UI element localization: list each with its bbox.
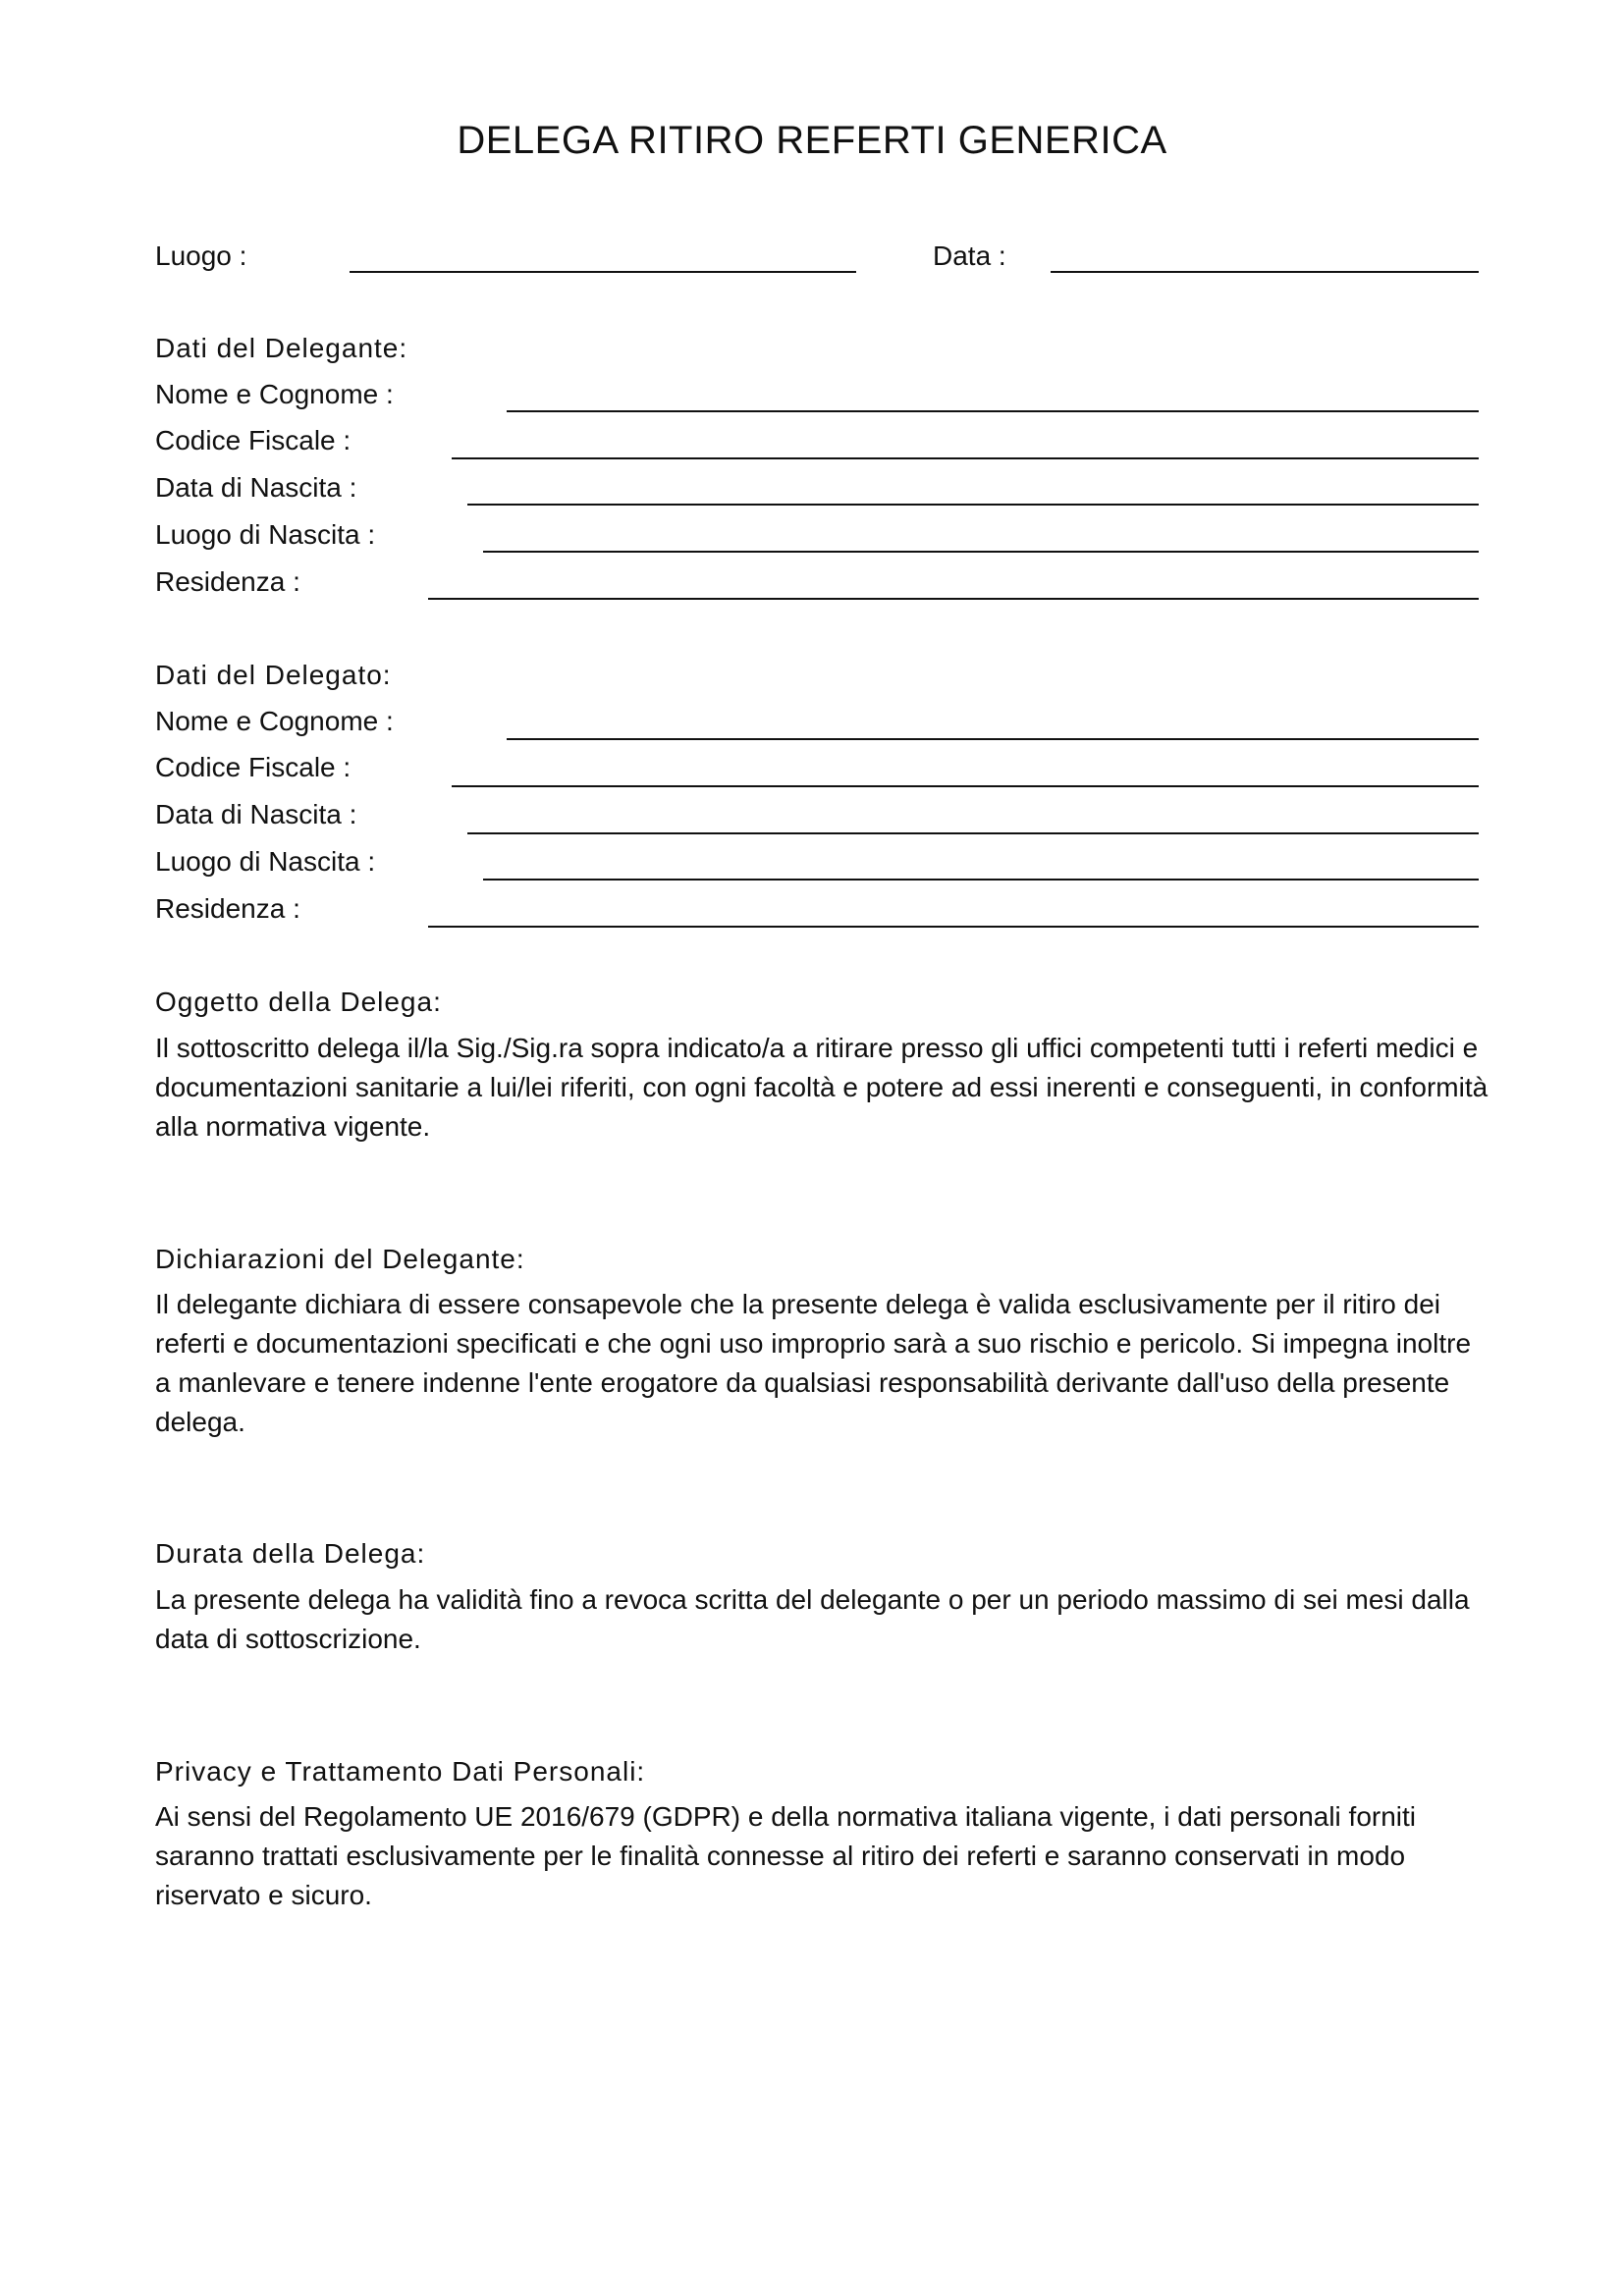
data-field-line[interactable]	[1051, 271, 1479, 273]
privacy-heading: Privacy e Trattamento Dati Personali:	[155, 1756, 646, 1787]
oggetto-text: Il sottoscritto delega il/la Sig./Sig.ra sopra indicato/a a ritirare presso gli uffici competenti tutti i referti medici e documentazioni sanitarie a lui/lei riferiti, con ogni facoltà e potere ad essi inerenti e conseguenti, in conformità alla normativa vigente.	[155, 1033, 1489, 1142]
luogo-field-line[interactable]	[350, 271, 856, 273]
durata-heading: Durata della Delega:	[155, 1538, 426, 1569]
delegato-data-nascita-line[interactable]	[467, 832, 1479, 834]
durata-text: La presente delega ha validità fino a revoca scritta del delegante o per un periodo massimo di sei mesi dalla data di sottoscrizione.	[155, 1584, 1470, 1654]
dichiarazioni-heading: Dichiarazioni del Delegante:	[155, 1244, 525, 1274]
dichiarazioni-text: Il delegante dichiara di essere consapevole che la presente delega è valida esclusivamente per il ritiro dei referti e documentazioni specificati e che ogni uso improprio sarà a suo rischio e pericolo. Si impegna inoltre a manlevare e tenere indenne l'ente erogatore da qualsiasi responsabilità derivante dall'uso della presente delega.	[155, 1289, 1472, 1437]
delegante-cf-label: Codice Fiscale :	[155, 425, 352, 455]
luogo-label: Luogo :	[155, 240, 247, 271]
delegato-cf-line[interactable]	[452, 785, 1479, 787]
document-title: DELEGA RITIRO REFERTI GENERICA	[457, 119, 1167, 162]
delegato-residenza-line[interactable]	[428, 926, 1479, 928]
delegante-residenza-label: Residenza :	[155, 566, 300, 597]
delegante-nome-label: Nome e Cognome :	[155, 379, 394, 409]
delegante-cf-line[interactable]	[452, 457, 1479, 459]
delegato-cf-label: Codice Fiscale :	[155, 752, 352, 782]
delegato-luogo-nascita-line[interactable]	[483, 879, 1479, 881]
delegante-residenza-line[interactable]	[428, 598, 1479, 600]
delegante-data-nascita-line[interactable]	[467, 504, 1479, 506]
data-label: Data :	[933, 240, 1006, 271]
delegato-data-nascita-label: Data di Nascita :	[155, 799, 357, 829]
privacy-text: Ai sensi del Regolamento UE 2016/679 (GDPR) e della normativa italiana vigente, i dati personali forniti saranno trattati esclusivamente per le finalità connesse al ritiro dei referti e saranno conservati in modo riservato e sicuro.	[155, 1801, 1417, 1910]
delegante-heading: Dati del Delegante:	[155, 333, 408, 363]
delegato-nome-line[interactable]	[507, 738, 1479, 740]
delegante-luogo-nascita-line[interactable]	[483, 551, 1479, 553]
delegato-luogo-nascita-label: Luogo di Nascita :	[155, 846, 376, 877]
delegante-data-nascita-label: Data di Nascita :	[155, 472, 357, 503]
delegato-nome-label: Nome e Cognome :	[155, 706, 394, 736]
delegante-nome-line[interactable]	[507, 410, 1479, 412]
delegante-luogo-nascita-label: Luogo di Nascita :	[155, 519, 376, 550]
oggetto-heading: Oggetto della Delega:	[155, 987, 442, 1017]
delegato-heading: Dati del Delegato:	[155, 660, 392, 690]
delegato-residenza-label: Residenza :	[155, 893, 300, 924]
